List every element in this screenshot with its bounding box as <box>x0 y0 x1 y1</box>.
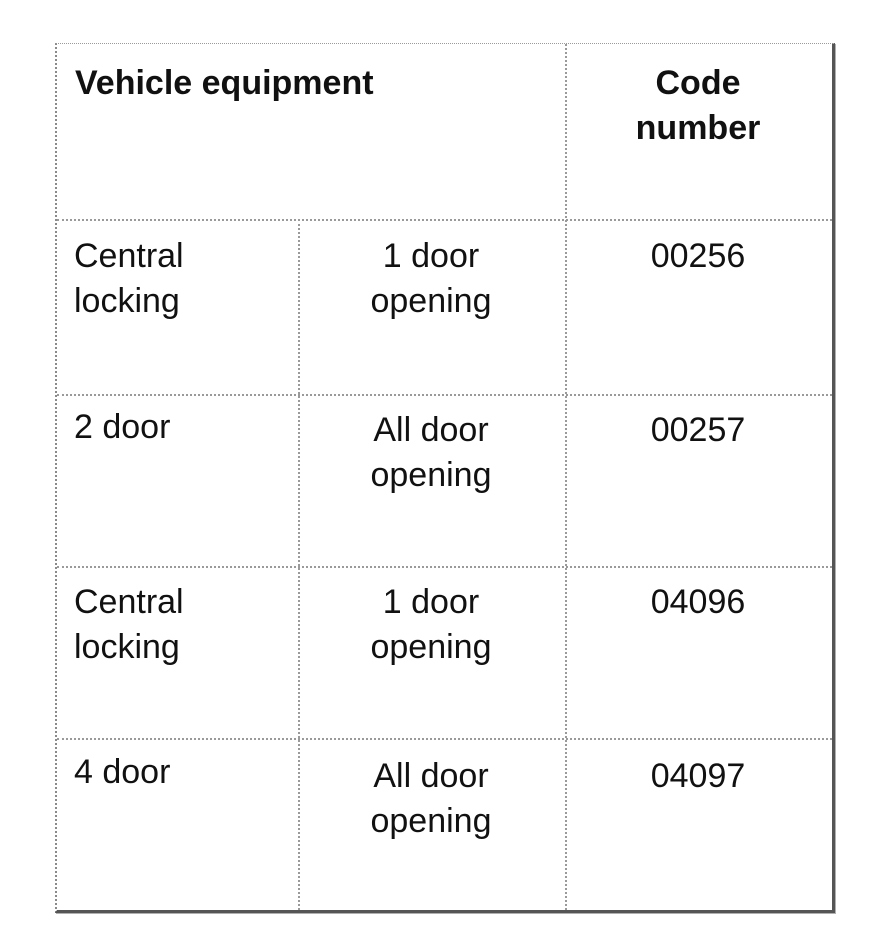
vehicle-equipment-table <box>55 43 835 913</box>
row-3-code: 04096 <box>650 583 746 621</box>
row-4-code: 04097 <box>650 757 746 795</box>
row-1-code: 00256 <box>650 237 746 275</box>
row-divider <box>57 219 832 221</box>
row-2-type: 2 door <box>74 408 171 446</box>
row-3-type: Central locking <box>74 583 184 666</box>
row-1-opening: 1 door opening <box>370 237 492 320</box>
row-3-opening: 1 door opening <box>370 583 492 666</box>
row-1-type: Central locking <box>74 237 184 320</box>
row-4-opening: All door opening <box>370 757 492 840</box>
header-vehicle-equipment: Vehicle equipment <box>75 64 374 102</box>
row-divider <box>57 566 832 568</box>
row-2-opening: All door opening <box>370 411 492 494</box>
header-code-number: Code number <box>635 64 761 147</box>
row-divider <box>57 394 832 396</box>
row-2-code: 00257 <box>650 411 746 449</box>
row-divider <box>57 738 832 740</box>
row-4-type: 4 door <box>74 753 171 791</box>
